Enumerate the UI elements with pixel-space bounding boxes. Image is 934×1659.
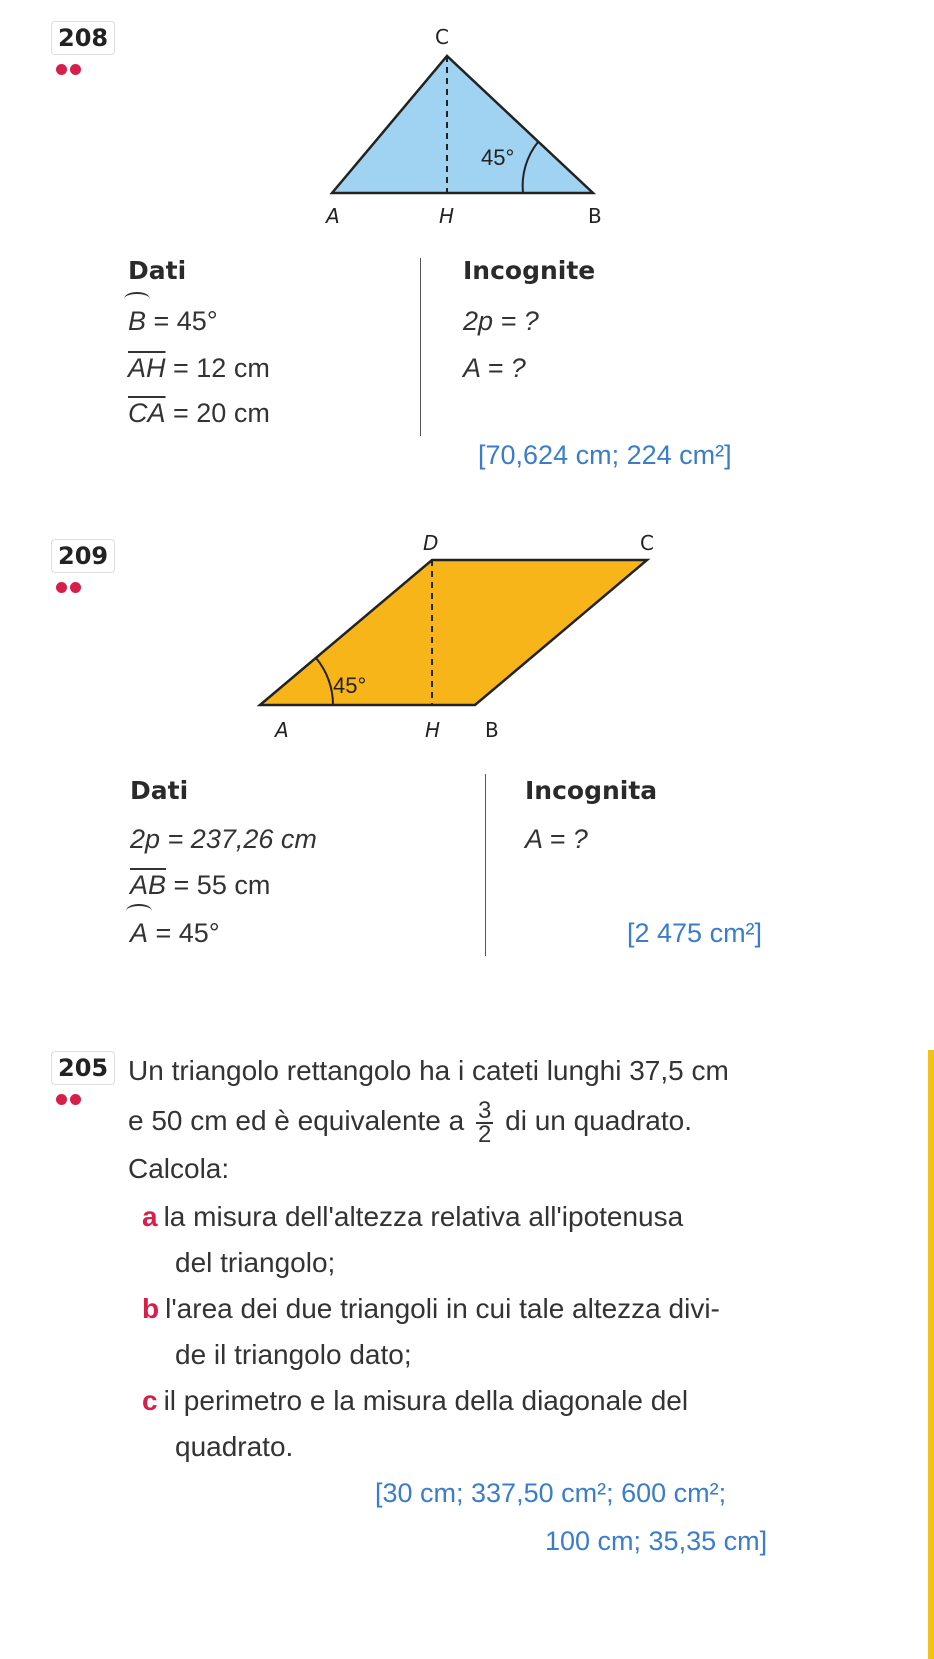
dati-ah: $\overline{AH} = 12$ cm: [128, 353, 270, 383]
answer-205-line-2: 100 cm; 35,35 cm]: [545, 1526, 768, 1556]
dati-b-angle: B = 45°: [128, 306, 218, 336]
parallelogram-figure-209: [255, 525, 675, 745]
angle-label-208: 45°: [481, 145, 515, 170]
vertex-c-label-209: C: [640, 531, 654, 555]
problem-line-1: Un triangolo rettangolo ha i cateti lunghi 37,5 cm: [128, 1055, 729, 1086]
difficulty-dots-205: [56, 1092, 84, 1102]
item-letter-b: b: [142, 1293, 160, 1324]
vertex-b-label-209: B: [485, 718, 499, 742]
vertex-a-label: A: [326, 204, 340, 228]
item-letter-a: a: [142, 1201, 158, 1232]
exercise-number-205: 205: [52, 1052, 114, 1084]
item-letter-c: c: [142, 1385, 158, 1416]
exercise-number-208: 208: [52, 22, 114, 54]
vertex-c-label: C: [435, 25, 449, 49]
item-c-line-1: c il perimetro e la misura della diagonale del: [142, 1385, 689, 1416]
incognita-perimeter-208: 2p = ?: [463, 306, 539, 336]
difficulty-dots-209: [56, 580, 84, 590]
dati-ca: $\overline{CA} = 20$ cm: [128, 398, 270, 428]
answer-205-line-1: [30 cm; 337,50 cm²; 600 cm²;: [375, 1478, 727, 1508]
answer-208: [70,624 cm; 224 cm²]: [478, 440, 732, 470]
item-b-line-2: de il triangolo dato;: [175, 1339, 412, 1370]
angle-label-209: 45°: [333, 673, 367, 698]
item-a-line-1: a la misura dell'altezza relativa all'ipotenusa: [142, 1201, 684, 1232]
incognita-area-208: A = ?: [463, 353, 526, 383]
parallelogram-abcd: [260, 560, 647, 705]
vertex-a-label-209: A: [275, 718, 289, 742]
vertex-b-label: B: [588, 204, 602, 228]
item-b-line-1: b l'area dei due triangoli in cui tale altezza divi-: [142, 1293, 720, 1324]
difficulty-dots-208: [56, 62, 84, 72]
answer-209: [2 475 cm²]: [627, 918, 763, 948]
triangle-abc: [332, 56, 593, 193]
page-edge-bar: [928, 1050, 934, 1659]
separator-209: [485, 774, 486, 956]
incognita-heading-209: Incognita: [525, 776, 658, 805]
dati-heading-208: Dati: [128, 256, 187, 285]
incognite-heading-208: Incognite: [463, 256, 596, 285]
fraction-three-halves: $\frac{3}{2}$: [478, 1096, 492, 1148]
dati-ab: $\overline{AB} = 55$ cm: [130, 870, 271, 900]
problem-line-3: Calcola:: [128, 1153, 230, 1184]
vertex-d-label: D: [423, 531, 439, 555]
triangle-figure-208: [320, 20, 620, 235]
vertex-h-label: H: [439, 204, 455, 228]
item-a-line-2: del triangolo;: [175, 1247, 336, 1278]
item-c-line-2: quadrato.: [175, 1431, 294, 1462]
separator-208: [420, 258, 421, 436]
exercise-number-209: 209: [52, 540, 114, 572]
dati-perimeter-209: 2p = 237,26 cm: [130, 824, 317, 854]
incognita-area-209: A = ?: [525, 824, 588, 854]
problem-line-2: e 50 cm ed è equivalente a $\frac{3}{2}$ di un quadrato.: [128, 1096, 692, 1148]
vertex-h-label-209: H: [425, 718, 441, 742]
dati-heading-209: Dati: [130, 776, 189, 805]
dati-a-angle: A = 45°: [130, 918, 220, 948]
